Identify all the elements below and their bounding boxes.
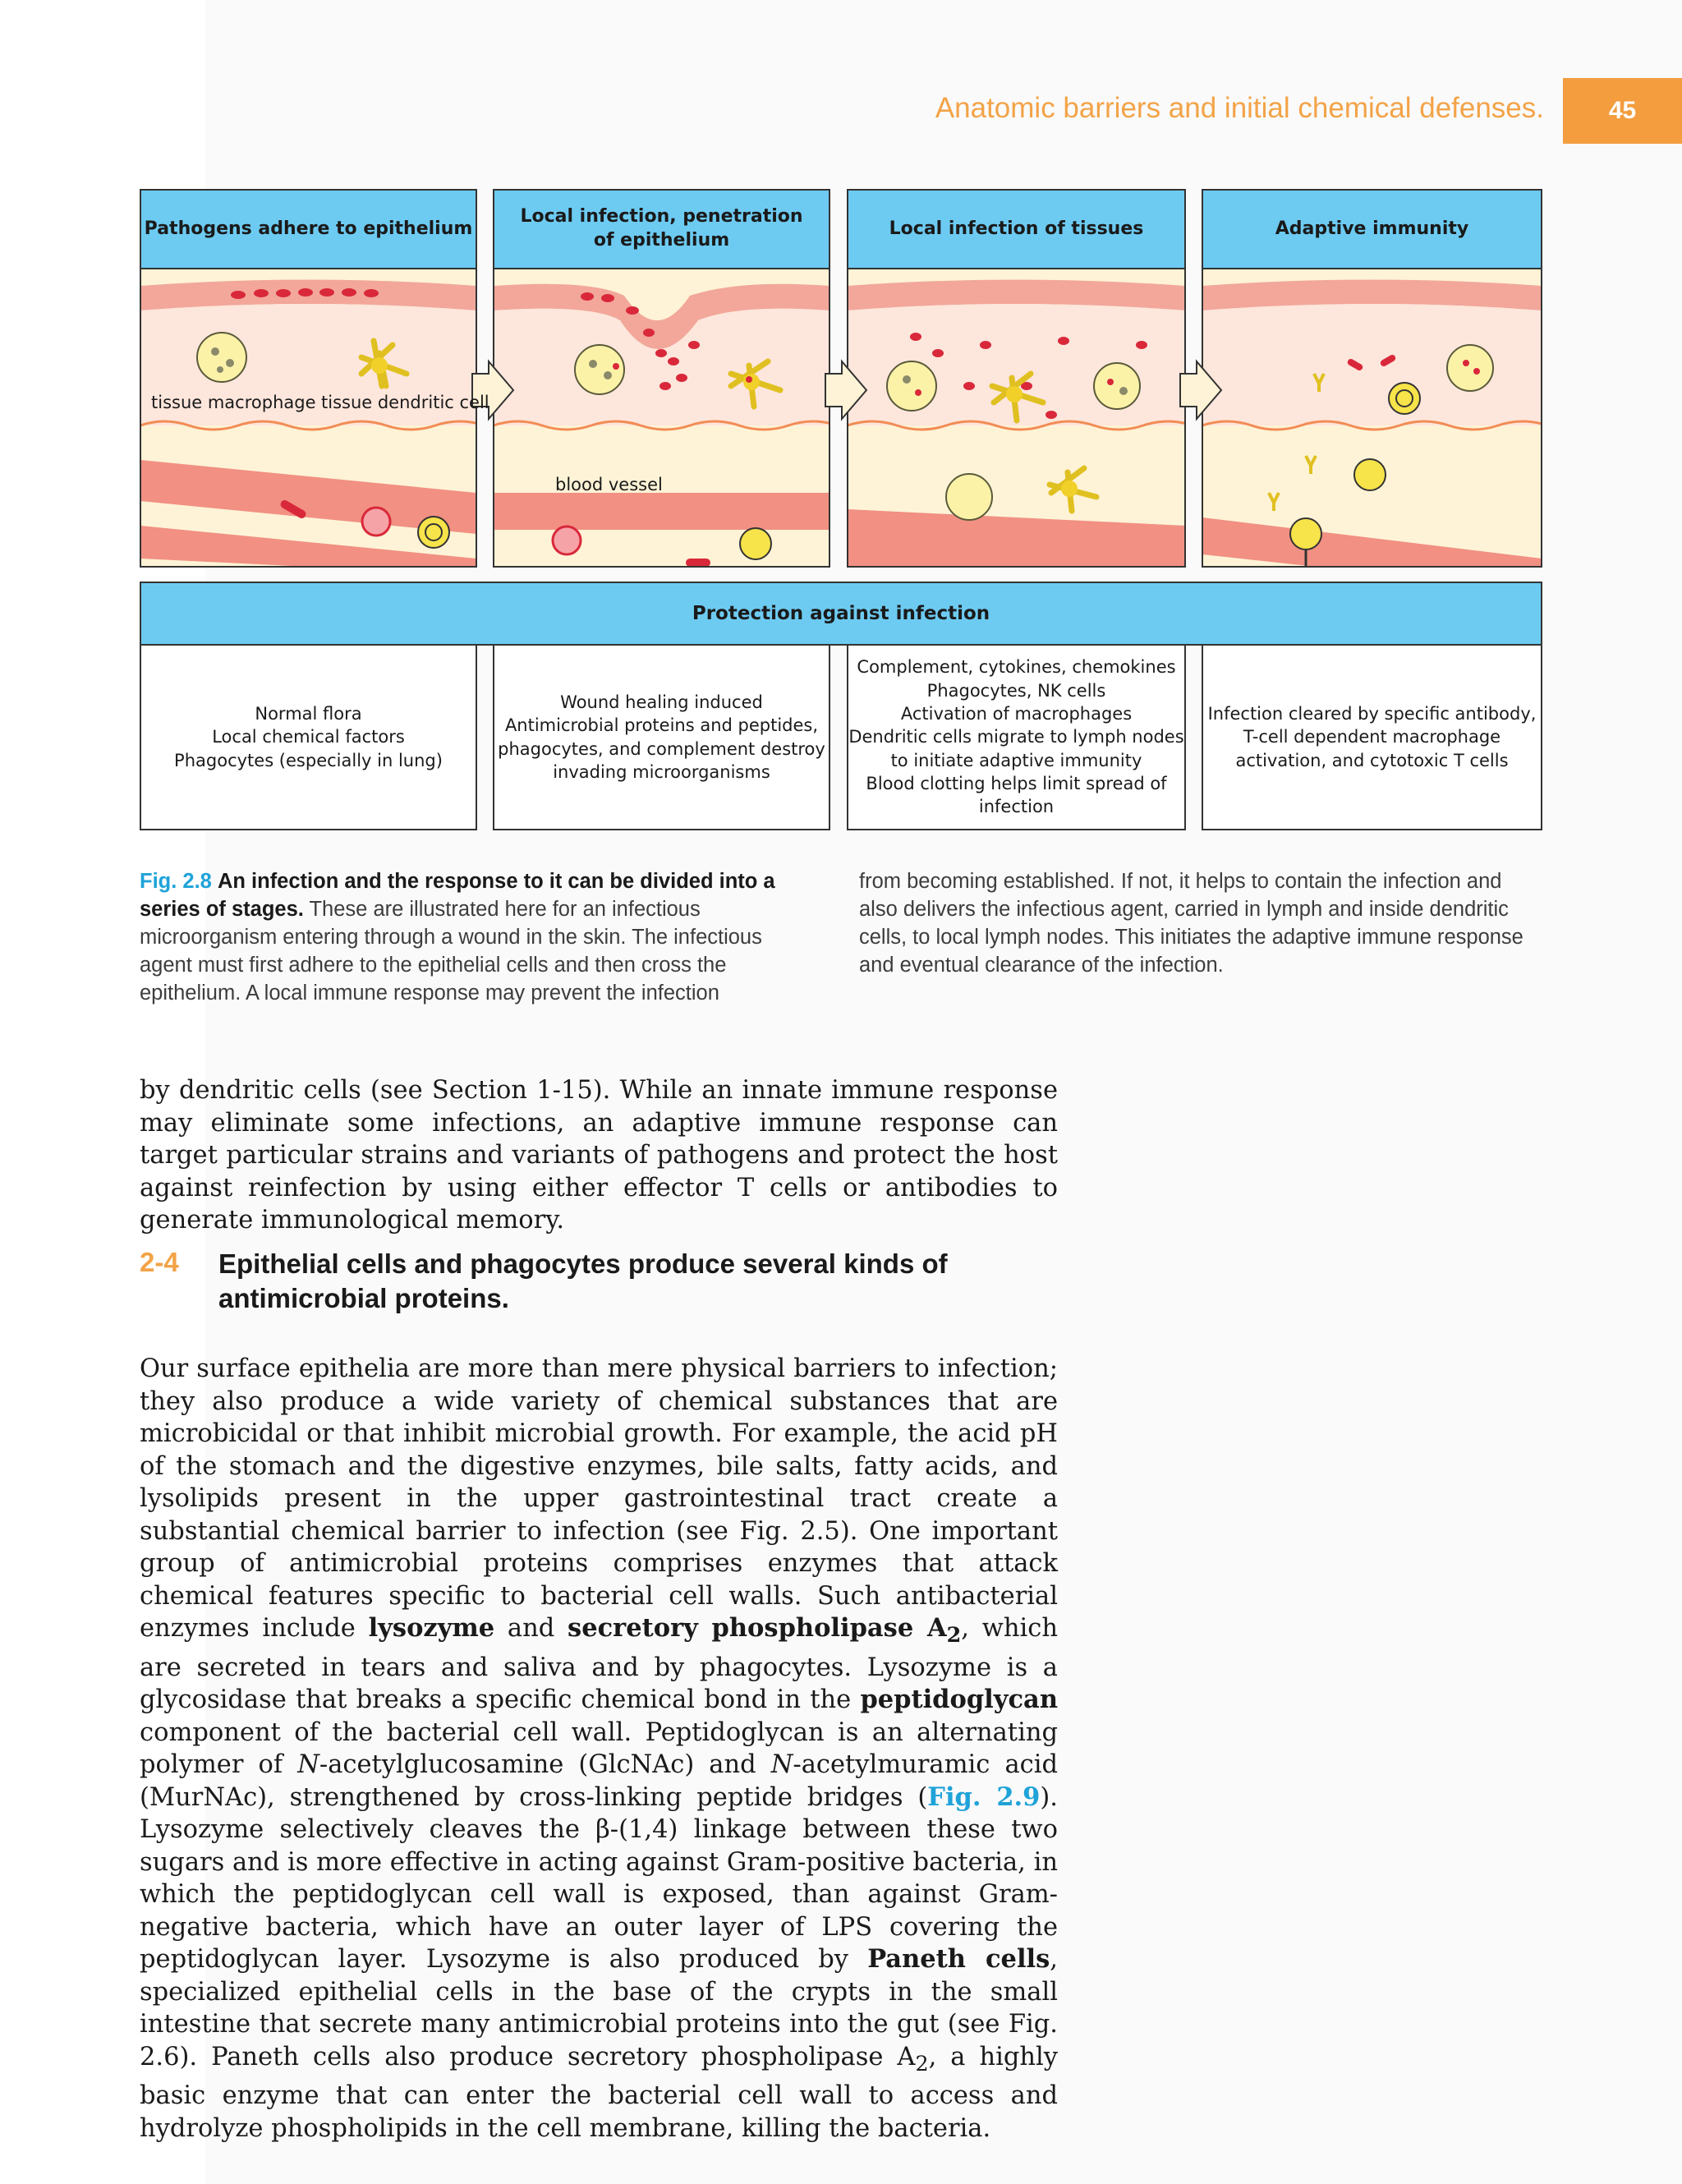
subscript: 2 [915,2050,929,2076]
figure-caption-text: These are illustrated here for an infectious microorganism entering through a wound in the skin. The infectious agent must first adhere to the epithelial cells and then cross the epithelium. A local immune response may prevent the infection [140,898,762,1005]
protection-box-1 [140,645,476,830]
protection-line: Activation of macrophages [900,703,1133,724]
running-header: Anatomic barriers and initial chemical defenses. [935,92,1544,124]
paragraph-text: by dendritic cells (see Section 1-15). While an innate immune response may eliminate some infections, an adaptive immune response can target particular strains and variants of pathogens and protect the host against reinfection by using either effector T cells or antibodies to generate immunological memory. [140,1076,1058,1235]
protection-line: Phagocytes (especially in lung) [174,750,443,770]
stage-title-3: Local infection of tissues [889,218,1144,239]
term-paneth-cells: Paneth cells [867,1944,1050,1975]
protection-line: Antimicrobial proteins and peptides, [504,715,819,736]
term-peptidoglycan: peptidoglycan [860,1685,1058,1715]
label-tissue-macrophage: tissue macrophage [151,393,316,412]
text-run: component of the bacterial cell wall. Peptidoglycan is an alternating polymer of [140,1717,1058,1780]
protection-line: activation, and cytotoxic T cells [1235,750,1509,770]
protection-line: Dendritic cells migrate to lymph nodes [848,727,1184,747]
text-run: ). Lysozyme selectively cleaves the β-(1,4) linkage between these two sugars and is more effective in acting against Gram-positive bacteria, in which the peptidoglycan cell wall is exposed, than against Gram-negative bacteria, which have an outer layer of LPS covering the peptidoglycan layer. Lysozyme is also produced by [140,1782,1058,1975]
text-run: -acetylmuramic acid (MurNAc), strengthened by cross-linking peptide bridges ( [140,1750,1058,1812]
page-number: 45 [1563,78,1682,144]
text-run: , which are secreted in tears and saliva and by phagocytes. Lysozyme is a glycosidase that breaks a specific chemical bond in the [140,1614,1058,1715]
italic-n: N [297,1750,319,1780]
protection-box-3 [848,645,1185,830]
panel-adaptive-immunity [1202,269,1547,591]
term-text: secretory phospholipase A [568,1613,947,1643]
section-number: 2-4 [140,1247,179,1277]
stage-title-1: Pathogens adhere to epithelium [144,218,473,239]
figure-label: Fig. 2.8 [140,870,212,893]
protection-line: invading microorganisms [553,761,770,782]
text-run: , specialized epithelial cells in the base of the crypts in the small intestine that secrete many antimicrobial proteins into the gut (see Fig. 2.6). Paneth cells also produce secretory phospholipase A [140,1945,1058,2071]
protection-line: Phagocytes, NK cells [926,680,1106,701]
protection-line: infection [978,797,1055,817]
panel-local-infection [848,269,1193,567]
label-blood-vessel: blood vessel [555,475,663,494]
text-run: Our surface epithelia are more than mere physical barriers to infection; they also produce a wide variety of chemical substances that are microbicidal or that inhibit microbial growth. For example, the acid pH of the stomach and the digestive enzymes, bile salts, fatty acids, and lysolipids present in the upper gastrointestinal tract create a substantial chemical barrier to infection (see Fig. 2.5). One important group of antimicrobial proteins comprises enzymes that attack chemical features specific to bacterial cell walls. Such antibacterial enzymes include [140,1354,1058,1643]
label-tissue-dendritic-cell: tissue dendritic cell [321,393,489,412]
protection-box-4 [1202,645,1542,830]
figure-caption-title: An infection and the response to it can be divided into a series of stages. [140,870,775,921]
term-lysozyme: lysozyme [368,1613,495,1643]
body-paragraph-2 [140,1353,1058,2145]
protection-line: T-cell dependent macrophage [1243,727,1501,747]
protection-line: Wound healing induced [560,692,763,712]
protection-title: Protection against infection [692,603,990,624]
text-run: and [494,1614,568,1643]
protection-line: Local chemical factors [212,727,405,747]
figure-caption-col1 [140,867,809,1007]
protection-line: Complement, cytokines, chemokines [857,657,1176,678]
italic-n: N [770,1750,793,1780]
figure-link[interactable]: Fig. 2.9 [927,1782,1041,1812]
text-run: , a highly basic enzyme that can enter the bacterial cell wall to access and hydrolyze phospholipids in the cell membrane, killing the bacteria. [140,2042,1059,2143]
figure-caption-col2 [859,867,1541,979]
protection-line: phagocytes, and complement destroy [498,738,825,759]
stage-title-4: Adaptive immunity [1275,218,1469,239]
body-paragraph-1 [140,1074,1058,1237]
protection-line: Normal flora [255,703,362,724]
protection-line: to initiate adaptive immunity [890,750,1142,770]
text-run: -acetylglucosamine (GlcNAc) and [319,1750,771,1780]
panel-pathogens-adhere [140,269,485,575]
protection-line: Infection cleared by specific antibody, [1207,703,1537,724]
figure-caption-text-cont: from becoming established. If not, it helps to contain the infection and also delivers the infectious agent, carried in lymph and inside dendritic cells, to local lymph nodes. This initiates the adaptive immune response and eventual clearance of the infection. [859,870,1523,977]
subscript: 2 [946,1622,962,1648]
section-title: Epithelial cells and phagocytes produce several kinds of antimicrobial proteins. [218,1248,948,1313]
protection-box-2 [494,645,830,830]
term-secretory-phospholipase [568,1613,962,1648]
protection-line: Blood clotting helps limit spread of [866,774,1167,794]
panel-penetration [494,269,838,567]
stage-title-2: Local infection, penetration of epithelium [520,206,803,251]
